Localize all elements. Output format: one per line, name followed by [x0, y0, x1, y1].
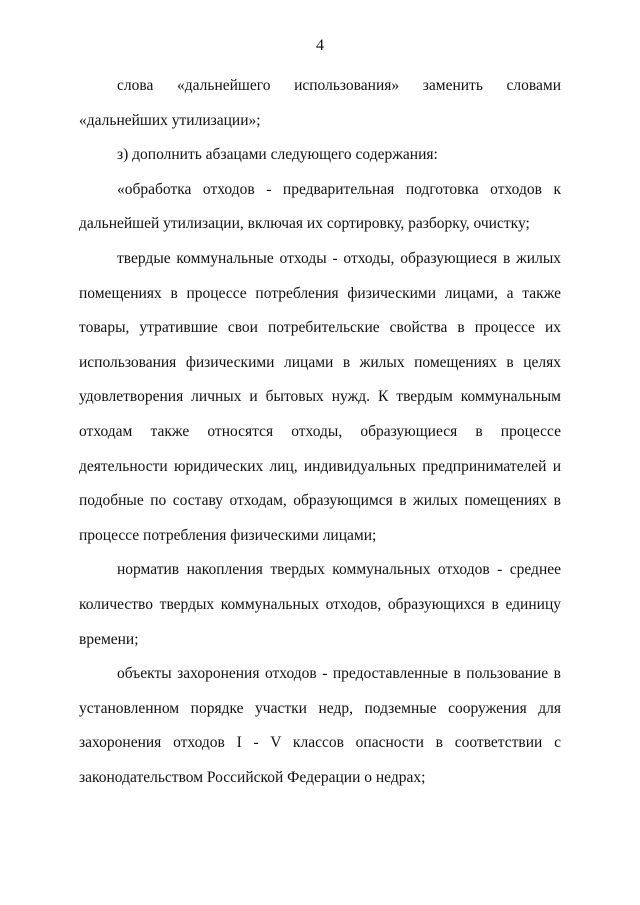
page-number: 4 — [316, 37, 324, 54]
paragraph-utilization-wording: слова «дальнейшего использования» заменить словами «дальнейших утилизации»; — [79, 77, 561, 129]
paragraph-accumulation-norm-definition: норматив накопления твердых коммунальных отходов - среднее количество твердых коммунальных отходов, образующихся в единицу времени; — [79, 561, 561, 648]
paragraph-waste-processing-definition: «обработка отходов - предварительная подготовка отходов к дальнейшей утилизации, включая их сортировку, разборку, очистку; — [79, 180, 561, 233]
paragraph-municipal-waste-definition: твердые коммунальные отходы - отходы, образующиеся в жилых помещениях в процессе потребления физическими лицами, а также товары, утратившие свои потребительские свойства в процессе их использования физическими лицами в жилых помещениях в целях удовлетворения личных и бытовых нужд. К твердым коммунальным отходам также относятся отходы, образующиеся в процессе деятельности юридических лиц, индивидуальных предпринимателей и подобные по составу отходам, образующимся в жилых помещениях в процессе потребления физическими лицами; — [79, 249, 561, 544]
document-body — [79, 69, 561, 795]
paragraph-disposal-objects-definition: объекты захоронения отходов - предоставленные в пользование в установленном порядке участки недр, подземные сооружения для захоронения отходов I - V классов опасности в соответствии с законодательством Российской Федерации о недрах; — [79, 665, 561, 786]
paragraph-supplement-intro: з) дополнить абзацами следующего содержания: — [117, 146, 438, 164]
